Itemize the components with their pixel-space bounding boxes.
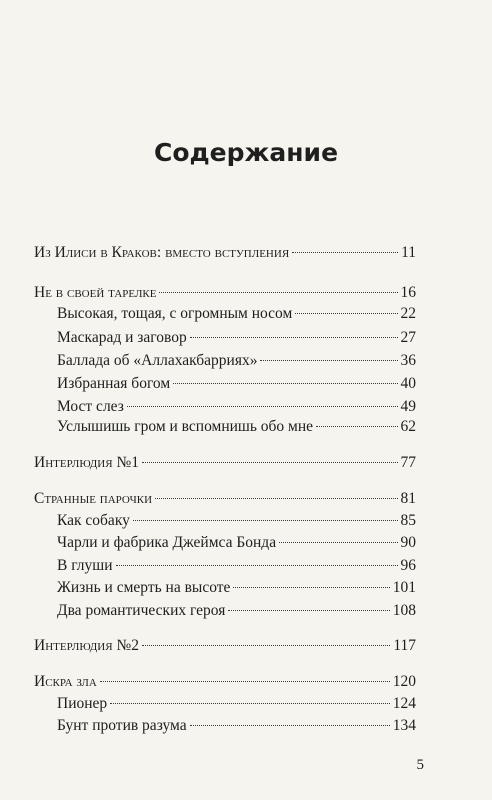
- toc-entry-page: 22: [400, 305, 416, 322]
- toc-entry-title: Странные парочки: [34, 490, 153, 507]
- toc-entry-title: Из Илиси в Краков: вместо вступления: [34, 244, 290, 261]
- dot-leader: [142, 462, 397, 463]
- toc-entry-page: 49: [400, 398, 416, 415]
- toc-entry-title: Избранная богом: [57, 375, 171, 392]
- toc-entry-page: 96: [400, 557, 416, 574]
- toc-entry-title: Баллада об «Аллахакбарриях»: [57, 352, 258, 369]
- toc-entry-title: Искра зла: [34, 673, 97, 690]
- toc-entry-page: 117: [393, 637, 416, 654]
- toc-entry: [57, 533, 416, 553]
- toc-entry-title: Интерлюдия №2: [34, 637, 140, 654]
- toc-entry-title: Чарли и фабрика Джеймса Бонда: [57, 534, 277, 551]
- dot-leader: [228, 610, 389, 611]
- dot-leader: [159, 292, 397, 293]
- toc-entry: [57, 397, 416, 417]
- toc-entry: [57, 511, 416, 531]
- toc-entry-page: 85: [400, 512, 416, 529]
- toc-entry-title: Не в своей тарелке: [34, 284, 157, 301]
- dot-leader: [279, 542, 397, 543]
- toc-entry: [57, 694, 416, 714]
- dot-leader: [316, 426, 397, 427]
- toc-entry-title: Маскарад и заговор: [57, 329, 187, 346]
- toc-entry: [34, 489, 416, 509]
- toc-entry: [34, 672, 416, 692]
- toc-entry-title: Интерлюдия №1: [34, 454, 140, 471]
- toc-entry: [57, 417, 416, 437]
- dot-leader: [260, 360, 397, 361]
- toc-entry-page: 36: [400, 352, 416, 369]
- toc-entry: [34, 283, 416, 303]
- dot-leader: [100, 681, 390, 682]
- toc-entry: [57, 374, 416, 394]
- toc-entry: [34, 453, 416, 473]
- dot-leader: [173, 383, 397, 384]
- toc-entry-page: 11: [401, 244, 416, 261]
- toc-entry-page: 124: [392, 695, 416, 712]
- page-number: 5: [416, 757, 424, 773]
- toc-entry: [57, 351, 416, 371]
- dot-leader: [155, 498, 397, 499]
- toc-entry-page: 101: [392, 579, 416, 596]
- toc-entry: [34, 636, 416, 656]
- toc-entry-title: Бунт против разума: [57, 717, 187, 734]
- dot-leader: [133, 520, 398, 521]
- toc-entry-page: 90: [400, 534, 416, 551]
- toc-entry-title: Как собаку: [57, 512, 130, 529]
- dot-leader: [292, 252, 398, 253]
- dot-leader: [127, 406, 398, 407]
- toc-entry-title: Жизнь и смерть на высоте: [57, 579, 231, 596]
- toc-entry-title: Два романтических героя: [57, 602, 226, 619]
- toc-entry-title: Высокая, тощая, с огромным носом: [57, 305, 293, 322]
- toc-entry-title: Услышишь гром и вспомнишь обо мне: [57, 418, 314, 435]
- toc-entry-title: В глуши: [57, 557, 113, 574]
- dot-leader: [190, 725, 390, 726]
- toc-entry: [57, 328, 416, 348]
- toc-entry: [57, 304, 416, 324]
- toc-entry-page: 108: [392, 602, 416, 619]
- toc-entry: [34, 243, 416, 263]
- toc-entry-page: 120: [392, 673, 416, 690]
- toc-entry-page: 81: [400, 490, 416, 507]
- toc-entry-title: Мост слез: [57, 398, 124, 415]
- toc-entry: [57, 716, 416, 736]
- toc-entry-page: 77: [400, 454, 416, 471]
- dot-leader: [142, 645, 390, 646]
- toc-entry: [57, 556, 416, 576]
- toc-entry-page: 134: [392, 717, 416, 734]
- toc-entry: [57, 578, 416, 598]
- dot-leader: [190, 337, 398, 338]
- page-title: Содержание: [153, 138, 339, 167]
- dot-leader: [116, 565, 398, 566]
- toc-entry-title: Пионер: [57, 695, 108, 712]
- dot-leader: [233, 587, 389, 588]
- toc-entry: [57, 601, 416, 621]
- toc-entry-page: 16: [400, 284, 416, 301]
- toc-entry-page: 62: [400, 418, 416, 435]
- dot-leader: [110, 703, 390, 704]
- dot-leader: [295, 313, 397, 314]
- toc-entry-page: 40: [400, 375, 416, 392]
- toc-entry-page: 27: [400, 329, 416, 346]
